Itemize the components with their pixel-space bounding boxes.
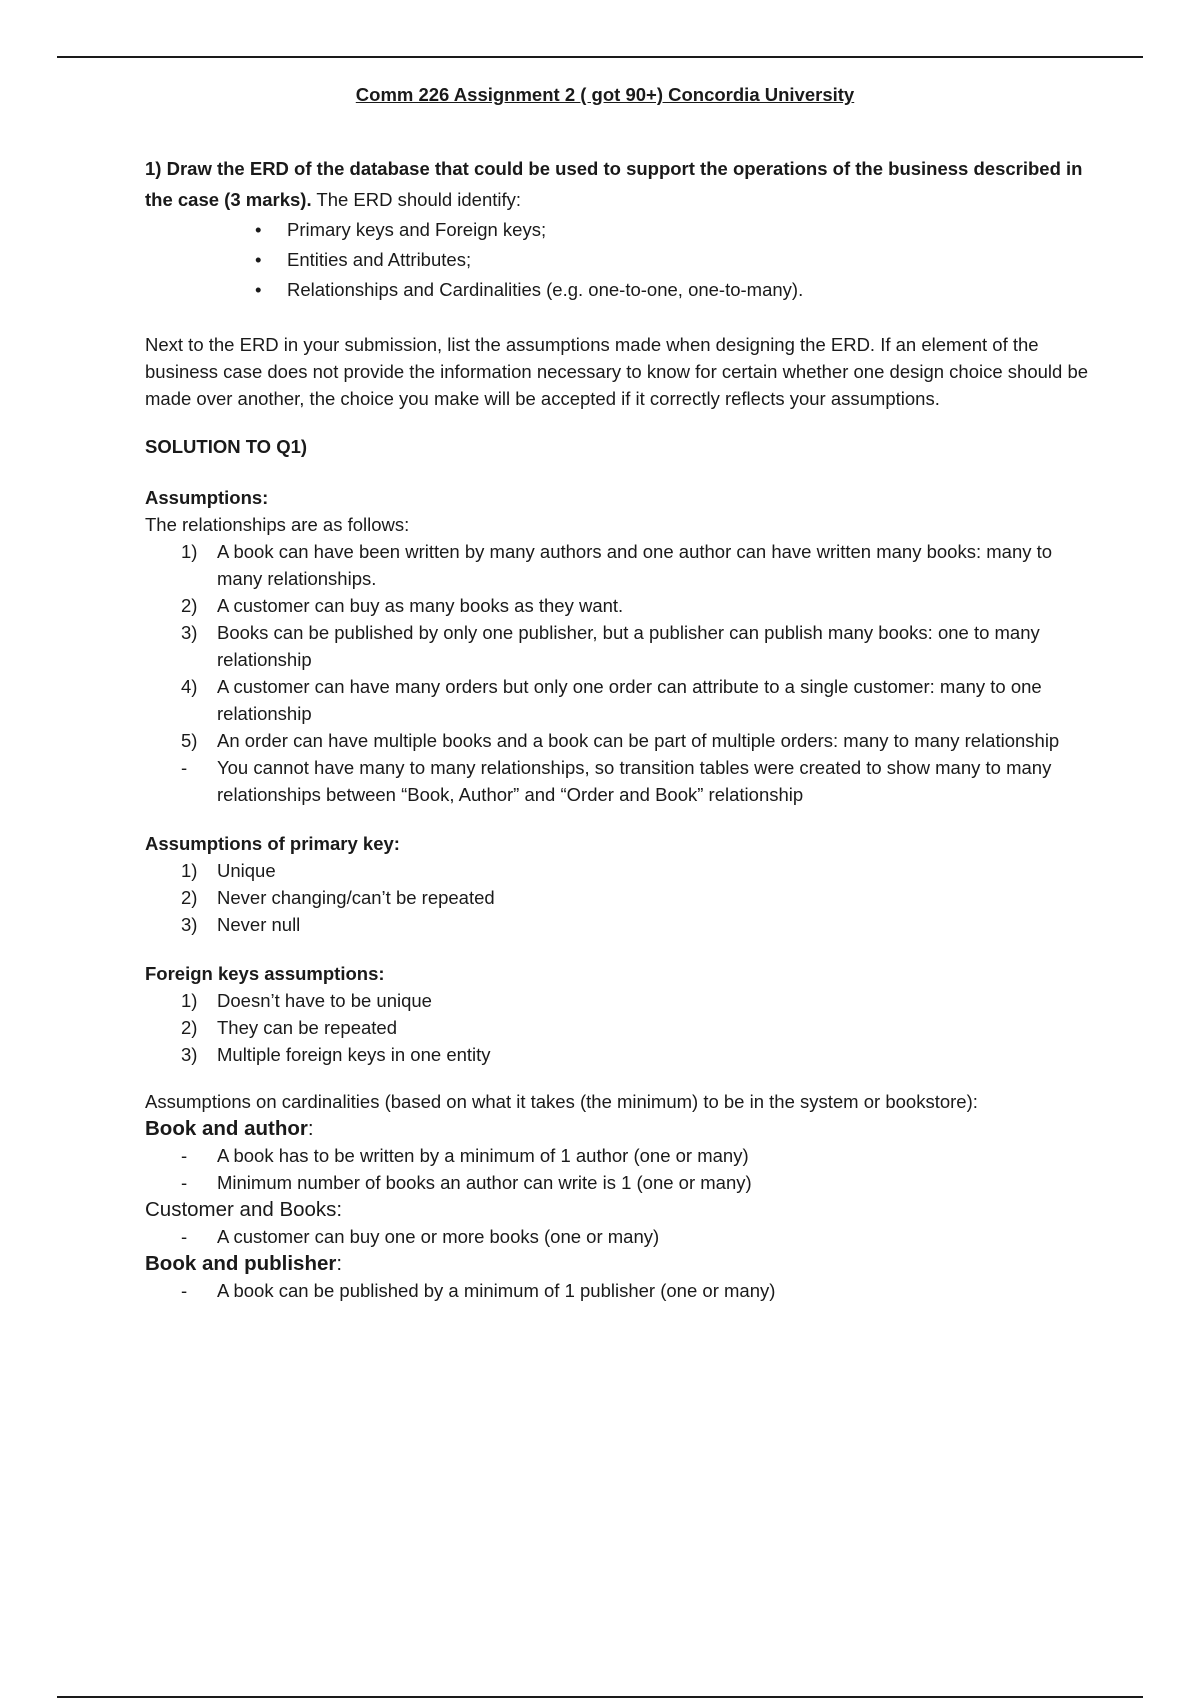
document-title: Comm 226 Assignment 2 ( got 90+) Concordia University [355, 84, 855, 105]
top-rule [57, 56, 1143, 58]
question-rest: The ERD should identify: [311, 188, 522, 210]
list-item: • Relationships and Cardinalities (e.g. one-to-one, one-to-many). [255, 275, 1095, 305]
list-item: 3) Books can be published by only one publisher, but a publisher can publish many books: one to many relationship [181, 622, 1040, 670]
list-item: • Primary keys and Foreign keys; [255, 215, 1095, 245]
list-item: 2) A customer can buy as many books as they want. [181, 595, 624, 616]
foreign-key-heading: Foreign keys assumptions: [145, 963, 385, 984]
book-publisher-heading: Book and publisher: [145, 1252, 343, 1275]
list-item: - A customer can buy one or more books (one or many) [181, 1226, 660, 1247]
assumptions-list [145, 538, 1095, 808]
book-author-list [145, 1142, 1095, 1196]
book-author-heading: Book and author: [145, 1117, 314, 1140]
list-item: 3) Never null [181, 914, 301, 935]
list-item: • Entities and Attributes; [255, 245, 1095, 275]
cardinalities-intro: Assumptions on cardinalities (based on what it takes (the minimum) to be in the system or bookstore): [145, 1091, 978, 1112]
list-item: - Minimum number of books an author can write is 1 (one or many) [181, 1172, 752, 1193]
list-item: 5) An order can have multiple books and a book can be part of multiple orders: many to many relationship [181, 730, 1060, 751]
bullet-icon: • [255, 218, 262, 240]
question-bullets [145, 215, 1095, 305]
list-item: 3) Multiple foreign keys in one entity [181, 1044, 491, 1065]
question-1 [145, 153, 1095, 215]
list-item: 1) Unique [181, 860, 276, 881]
primary-key-list [145, 857, 1095, 938]
list-item: 2) They can be repeated [181, 1017, 397, 1038]
list-item: 1) Doesn’t have to be unique [181, 990, 432, 1011]
list-item: - You cannot have many to many relationships, so transition tables were created to show many to many relationships between “Book, Author” and “Order and Book” relationship [181, 757, 1052, 805]
question-bold-text: Draw the ERD of the database that could be used to support the operations of the business described in the case (3 marks). [145, 157, 1083, 210]
foreign-key-list [145, 987, 1095, 1068]
question-prefix: 1) [145, 157, 162, 179]
solution-heading: SOLUTION TO Q1) [145, 435, 308, 457]
bullet-icon: • [255, 248, 262, 270]
document-body [145, 82, 1095, 1304]
list-item: 4) A customer can have many orders but only one order can attribute to a single customer: many to one relationship [181, 676, 1042, 724]
customer-books-list [145, 1223, 1095, 1250]
assumptions-heading: Assumptions: [145, 487, 269, 508]
customer-books-heading: Customer and Books: [145, 1198, 343, 1221]
instructions-paragraph: Next to the ERD in your submission, list the assumptions made when designing the ERD. If an element of the business case does not provide the information necessary to know for certain whether one design choice should be made over another, the choice you make will be accepted if it correctly reflects your assumptions. [145, 333, 1089, 409]
list-item: 2) Never changing/can’t be repeated [181, 887, 495, 908]
list-item: - A book has to be written by a minimum of 1 author (one or many) [181, 1145, 749, 1166]
bottom-rule [57, 1696, 1143, 1698]
primary-key-heading: Assumptions of primary key: [145, 833, 400, 854]
bullet-icon: • [255, 278, 262, 300]
list-item: - A book can be published by a minimum of 1 publisher (one or many) [181, 1280, 776, 1301]
book-publisher-list [145, 1277, 1095, 1304]
assumptions-intro: The relationships are as follows: [145, 514, 410, 535]
list-item: 1) A book can have been written by many authors and one author can have written many books: many to many relationships. [181, 541, 1053, 589]
